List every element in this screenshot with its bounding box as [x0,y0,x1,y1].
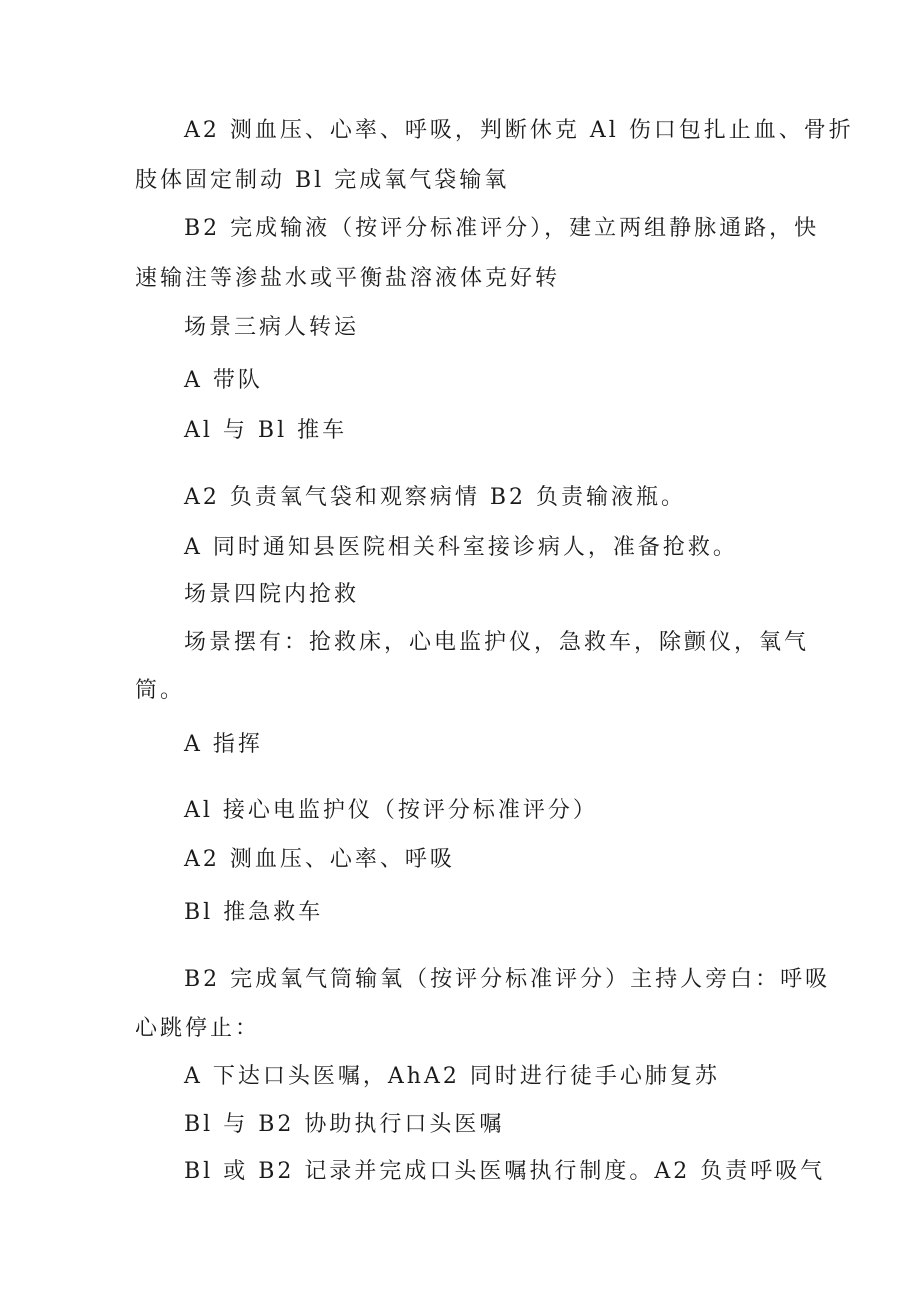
paragraph-line: A2 测血压、心率、呼吸 [184,847,455,872]
paragraph-line: 筒。 [135,678,186,703]
paragraph-line: A 带队 [184,368,263,393]
paragraph-line: A 指挥 [184,732,263,757]
paragraph-line: Al 与 Bl 推车 [184,418,348,443]
paragraph-line: B2 完成氧气筒输氧（按评分标准评分）主持人旁白：呼吸 [184,967,831,992]
paragraph-line: Bl 推急救车 [184,900,324,925]
paragraph-line: A 同时通知县医院相关科室接诊病人，准备抢救。 [184,535,738,560]
paragraph-line: Bl 与 B2 协助执行口头医嘱 [184,1112,505,1137]
paragraph-line: A2 测血压、心率、呼吸，判断休克 Al 伤口包扎止血、骨折 [184,118,854,143]
section-heading: 场景四院内抢救 [184,582,360,607]
paragraph-line: A2 负责氧气袋和观察病情 B2 负责输液瓶。 [184,485,687,510]
section-heading: 场景三病人转运 [184,315,360,340]
paragraph-line: 场景摆有：抢救床，心电监护仪，急救车，除颤仪，氧气 [184,630,810,655]
paragraph-line: 心跳停止： [135,1016,261,1041]
paragraph-line: 速输注等渗盐水或平衡盐溶液体克好转 [135,266,561,291]
paragraph-line: B2 完成输液（按评分标准评分），建立两组静脉通路，快 [184,216,820,241]
paragraph-line: 肢体固定制动 Bl 完成氧气袋输氧 [135,168,510,193]
paragraph-line: A 下达口头医嘱，AhA2 同时进行徒手心肺复苏 [184,1064,720,1089]
paragraph-line: Al 接心电监护仪（按评分标准评分） [184,798,598,823]
paragraph-line: Bl 或 B2 记录并完成口头医嘱执行制度。A2 负责呼吸气 [184,1159,826,1184]
